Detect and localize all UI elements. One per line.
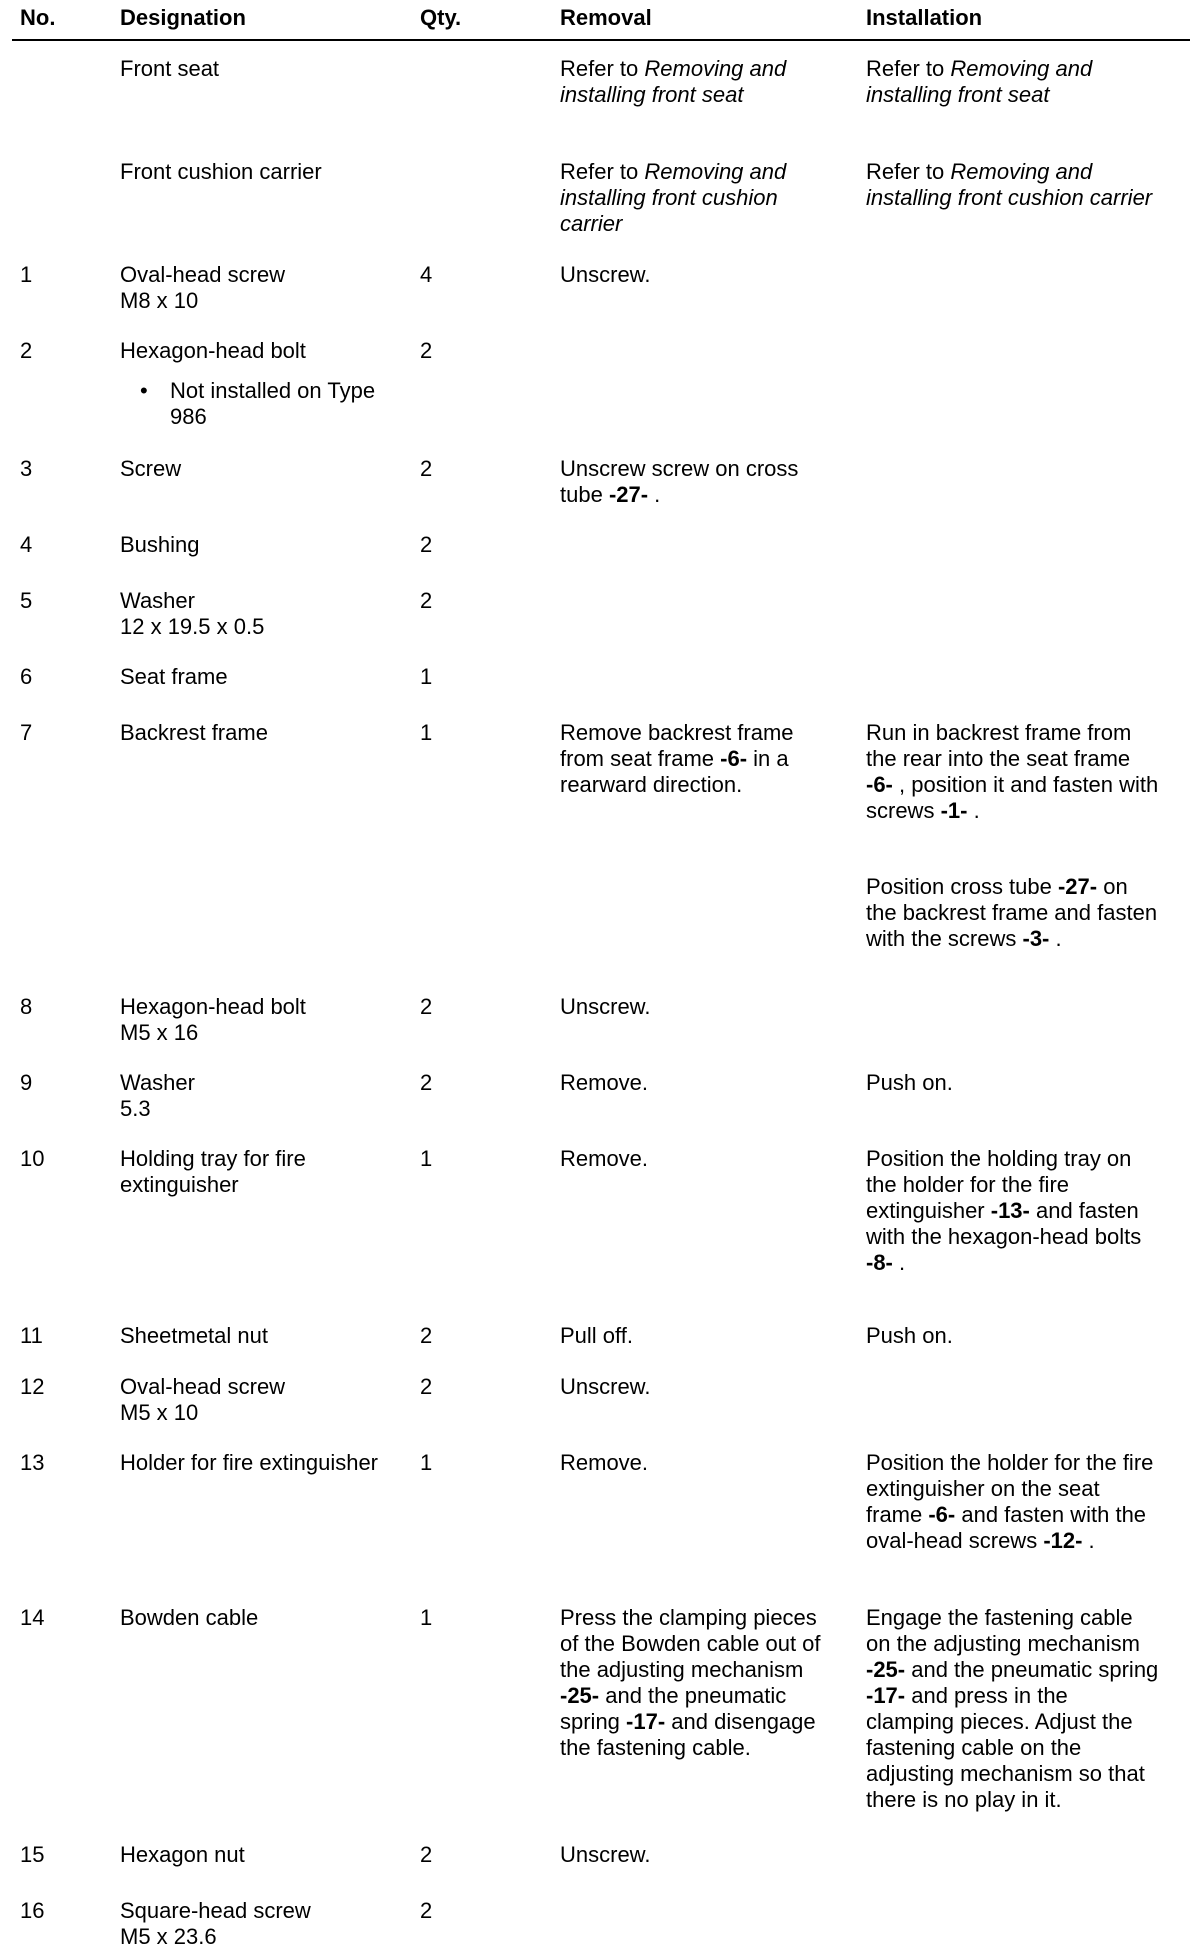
- quantity-cell: 2: [420, 588, 433, 613]
- designation-cell-line: Oval-head screw: [120, 262, 286, 287]
- designation-cell: [120, 338, 410, 364]
- installation-cell: [866, 56, 1186, 108]
- installation-cell: [866, 720, 1186, 824]
- installation-cell-line: Push on.: [866, 1323, 953, 1348]
- designation-cell: [120, 588, 410, 640]
- removal-cell-line: Remove.: [560, 1450, 649, 1475]
- installation-cell: [866, 1070, 1186, 1096]
- removal-cell: [560, 1842, 850, 1868]
- row-number: 13: [20, 1450, 45, 1475]
- quantity-cell: 1: [420, 664, 433, 689]
- designation-cell: [120, 56, 410, 82]
- designation-cell: [120, 1898, 410, 1950]
- removal-cell: [560, 159, 850, 237]
- designation-cell-line: 5.3: [120, 1096, 151, 1121]
- designation-cell-line: Hexagon-head bolt: [120, 994, 306, 1019]
- row-number: 12: [20, 1374, 45, 1399]
- removal-cell: [560, 1374, 850, 1400]
- installation-cell-line: installing front seat: [866, 82, 1050, 107]
- removal-cell-line: Remove.: [560, 1070, 649, 1095]
- header-no: No.: [20, 5, 56, 30]
- removal-cell-line: Unscrew.: [560, 1842, 651, 1867]
- removal-cell: [560, 262, 850, 288]
- installation-cell-line: -17- and press in the: [866, 1683, 1068, 1708]
- installation-cell-line: the holder for the fire: [866, 1172, 1070, 1197]
- quantity-cell: 1: [420, 1146, 433, 1171]
- installation-cell-line: -25- and the pneumatic spring: [866, 1657, 1159, 1682]
- removal-cell-line: Unscrew screw on cross: [560, 456, 799, 481]
- header-removal: Removal: [560, 5, 652, 30]
- designation-cell-line: Seat frame: [120, 664, 228, 689]
- designation-cell-line: Bushing: [120, 532, 200, 557]
- removal-cell: [560, 1605, 850, 1761]
- designation-cell: [120, 159, 410, 185]
- removal-cell: [560, 720, 850, 798]
- removal-cell: [560, 1070, 850, 1096]
- installation-cell-note-line: Position cross tube -27- on: [866, 874, 1128, 899]
- row-number: 10: [20, 1146, 45, 1171]
- designation-cell: [120, 1605, 410, 1631]
- removal-cell-line: Pull off.: [560, 1323, 633, 1348]
- quantity-cell: 2: [420, 338, 433, 363]
- installation-cell: [866, 1323, 1186, 1349]
- designation-cell-line: Hexagon-head bolt: [120, 338, 306, 363]
- designation-cell-line: Backrest frame: [120, 720, 268, 745]
- designation-cell: [120, 994, 410, 1046]
- installation-cell: [866, 1146, 1186, 1276]
- installation-cell-line: Engage the fastening cable: [866, 1605, 1133, 1630]
- installation-cell: [866, 1605, 1186, 1813]
- designation-cell: [120, 1374, 410, 1426]
- row-number: 11: [20, 1323, 43, 1348]
- designation-cell-line: Washer: [120, 1070, 195, 1095]
- header-qty: Qty.: [420, 5, 462, 30]
- quantity-cell: 2: [420, 1323, 433, 1348]
- installation-cell-line: Refer to Removing and: [866, 159, 1093, 184]
- installation-cell-line: -6- , position it and fasten with: [866, 772, 1159, 797]
- designation-cell-line: Oval-head screw: [120, 1374, 286, 1399]
- installation-cell-line: Run in backrest frame from: [866, 720, 1132, 745]
- quantity-cell: 2: [420, 1898, 433, 1923]
- removal-cell-line: Remove backrest frame: [560, 720, 794, 745]
- designation-cell-line: Square-head screw: [120, 1898, 311, 1923]
- designation-cell-line: Front seat: [120, 56, 220, 81]
- installation-cell-line: extinguisher -13- and fasten: [866, 1198, 1139, 1223]
- designation-cell-line: M5 x 10: [120, 1400, 199, 1425]
- installation-cell-note-line: with the screws -3- .: [866, 926, 1062, 951]
- quantity-cell: 2: [420, 1070, 433, 1095]
- row-number: 9: [20, 1070, 33, 1095]
- removal-cell-line: carrier: [560, 211, 623, 236]
- designation-cell-line: Washer: [120, 588, 195, 613]
- designation-cell-line: Bowden cable: [120, 1605, 259, 1630]
- removal-cell: [560, 1323, 850, 1349]
- header-installation: Installation: [866, 5, 983, 30]
- row-number: 5: [20, 588, 33, 613]
- removal-cell-line: Remove.: [560, 1146, 649, 1171]
- quantity-cell: 1: [420, 1605, 433, 1630]
- row-number: 7: [20, 720, 33, 745]
- quantity-cell: 2: [420, 532, 433, 557]
- removal-cell: [560, 1450, 850, 1476]
- quantity-cell: 4: [420, 262, 433, 287]
- removal-cell-line: Refer to Removing and: [560, 56, 787, 81]
- row-number: 8: [20, 994, 33, 1019]
- installation-cell-line: with the hexagon-head bolts: [866, 1224, 1142, 1249]
- designation-cell-line: Holding tray for fire: [120, 1146, 306, 1171]
- designation-cell: [120, 1070, 410, 1122]
- installation-cell-line: extinguisher on the seat: [866, 1476, 1100, 1501]
- designation-cell-line: Screw: [120, 456, 182, 481]
- header-designation: Designation: [120, 5, 246, 30]
- quantity-cell: 1: [420, 1450, 433, 1475]
- removal-cell-line: from seat frame -6- in a: [560, 746, 789, 771]
- installation-cell-note: [866, 874, 1186, 952]
- note-bullet-line: 986: [170, 404, 207, 429]
- designation-cell-line: Holder for fire extinguisher: [120, 1450, 379, 1475]
- designation-cell: [120, 262, 410, 314]
- installation-cell-line: fastening cable on the: [866, 1735, 1082, 1760]
- designation-cell-line: M8 x 10: [120, 288, 199, 313]
- designation-cell: [120, 1323, 410, 1349]
- removal-cell-line: the adjusting mechanism: [560, 1657, 804, 1682]
- installation-cell-line: frame -6- and fasten with the: [866, 1502, 1147, 1527]
- installation-cell-note-line: the backrest frame and fasten: [866, 900, 1158, 925]
- quantity-cell: 2: [420, 1374, 433, 1399]
- header-rule: [12, 39, 1190, 41]
- designation-cell-line: Hexagon nut: [120, 1842, 245, 1867]
- bullet-dot-icon: •: [140, 378, 148, 403]
- designation-cell: [120, 664, 410, 690]
- installation-cell-line: Refer to Removing and: [866, 56, 1093, 81]
- quantity-cell: 2: [420, 456, 433, 481]
- removal-cell-line: of the Bowden cable out of: [560, 1631, 821, 1656]
- row-number: 6: [20, 664, 33, 689]
- row-number: 4: [20, 532, 33, 557]
- installation-cell: [866, 159, 1186, 211]
- removal-cell-line: Refer to Removing and: [560, 159, 787, 184]
- removal-cell-line: spring -17- and disengage: [560, 1709, 816, 1734]
- quantity-cell: 2: [420, 1842, 433, 1867]
- quantity-cell: 1: [420, 720, 433, 745]
- designation-cell-line: M5 x 16: [120, 1020, 199, 1045]
- installation-cell-line: the rear into the seat frame: [866, 746, 1131, 771]
- removal-cell-line: installing front cushion: [560, 185, 778, 210]
- removal-cell-line: tube -27- .: [560, 482, 661, 507]
- designation-cell: [120, 1450, 410, 1476]
- note-bullet-line: Not installed on Type: [170, 378, 376, 403]
- designation-cell-line: Sheetmetal nut: [120, 1323, 268, 1348]
- removal-cell: [560, 1146, 850, 1172]
- designation-cell-line: extinguisher: [120, 1172, 239, 1197]
- removal-cell-line: -25- and the pneumatic: [560, 1683, 787, 1708]
- designation-cell-line: Front cushion carrier: [120, 159, 322, 184]
- row-number: 1: [20, 262, 33, 287]
- designation-cell-line: 12 x 19.5 x 0.5: [120, 614, 265, 639]
- note-bullet: [140, 378, 410, 430]
- installation-cell-line: Position the holding tray on: [866, 1146, 1132, 1171]
- installation-cell-line: adjusting mechanism so that: [866, 1761, 1145, 1786]
- removal-cell-line: Unscrew.: [560, 994, 651, 1019]
- removal-cell-line: Unscrew.: [560, 1374, 651, 1399]
- row-number: 15: [20, 1842, 45, 1867]
- installation-cell-line: oval-head screws -12- .: [866, 1528, 1095, 1553]
- installation-cell-line: -8- .: [866, 1250, 906, 1275]
- removal-cell: [560, 994, 850, 1020]
- installation-cell-line: screws -1- .: [866, 798, 980, 823]
- removal-cell: [560, 56, 850, 108]
- removal-cell: [560, 456, 850, 508]
- row-number: 16: [20, 1898, 45, 1923]
- row-number: 3: [20, 456, 33, 481]
- designation-cell: [120, 532, 410, 558]
- removal-cell-line: the fastening cable.: [560, 1735, 751, 1760]
- designation-cell: [120, 720, 410, 746]
- designation-cell: [120, 456, 410, 482]
- designation-cell-line: M5 x 23.6: [120, 1924, 217, 1949]
- removal-cell-line: Unscrew.: [560, 262, 651, 287]
- installation-cell-line: Position the holder for the fire: [866, 1450, 1154, 1475]
- row-number: 2: [20, 338, 33, 363]
- removal-cell-line: rearward direction.: [560, 772, 743, 797]
- installation-cell-line: on the adjusting mechanism: [866, 1631, 1140, 1656]
- installation-cell-line: there is no play in it.: [866, 1787, 1062, 1812]
- installation-cell-line: Push on.: [866, 1070, 953, 1095]
- designation-cell: [120, 1146, 410, 1198]
- quantity-cell: 2: [420, 994, 433, 1019]
- removal-cell-line: Press the clamping pieces: [560, 1605, 817, 1630]
- removal-cell-line: installing front seat: [560, 82, 744, 107]
- row-number: 14: [20, 1605, 45, 1630]
- installation-cell-line: installing front cushion carrier: [866, 185, 1153, 210]
- installation-cell: [866, 1450, 1186, 1554]
- installation-cell-line: clamping pieces. Adjust the: [866, 1709, 1133, 1734]
- designation-cell: [120, 1842, 410, 1868]
